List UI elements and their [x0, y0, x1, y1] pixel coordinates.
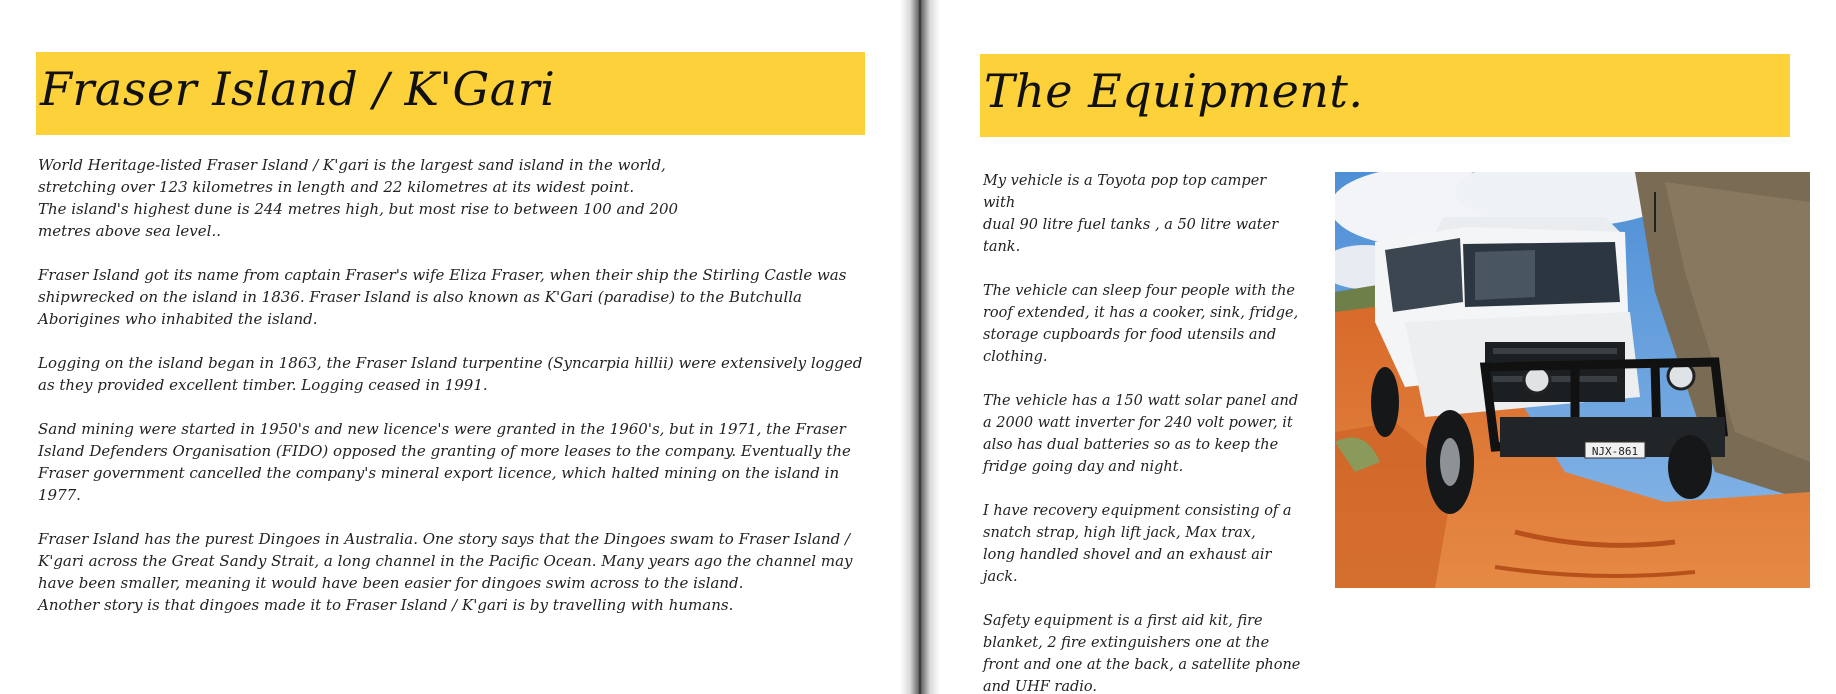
- paragraph-heritage: World Heritage-listed Fraser Island / K'gari is the largest sand island in the world, stretching over 123 kilometres in length and 22 kilometres at its widest point. The island's highest dune is 244 metres high, but most rise to between 100 and 200 metres above sea level..: [38, 156, 679, 240]
- paragraph-logging: Logging on the island began in 1863, the Fraser Island turpentine (Syncarpia hillii) were extensively logged as they provided excellent timber. Logging ceased in 1991.: [38, 354, 863, 394]
- vehicle-photo: [1335, 172, 1810, 588]
- paragraph-safety: Safety equipment is a first aid kit, fire blanket, 2 fire extinguishers one at the front and one at the back, a satellite phone and UHF radio.: [983, 613, 1301, 694]
- paragraph-dingoes: Fraser Island has the purest Dingoes in Australia. One story says that the Dingoes swam to Fraser Island / K'gari across the Great Sandy Strait, a long channel in the Pacific Ocean. Many years ago the channel may have been smaller, meaning it would have been easier for dingoes swim across to the island. Another story is that dingoes made it to Fraser Island / K'gari is by travelling with humans.: [38, 530, 853, 614]
- right-page-title: The Equipment.: [984, 64, 1364, 118]
- right-title-banner: [980, 54, 1790, 137]
- paragraph-name-origin: Fraser Island got its name from captain Fraser's wife Eliza Fraser, when their ship the Stirling Castle was shipwrecked on the island in 1836. Fraser Island is also known as K'Gari (paradise) to the Butchulla Aborigines who inhabited the island.: [38, 266, 847, 328]
- right-page: [940, 0, 1836, 694]
- paragraph-recovery: I have recovery equipment consisting of a snatch strap, high lift jack, Max trax, long handled shovel and an exhaust air jack.: [983, 503, 1292, 585]
- paragraph-sleeping: The vehicle can sleep four people with the roof extended, it has a cooker, sink, fridge, storage cupboards for food utensils and clothing.: [983, 283, 1299, 365]
- vehicle-photo-illustration: [1335, 172, 1810, 588]
- number-plate: NJX-861: [1591, 445, 1639, 458]
- paragraph-vehicle: My vehicle is a Toyota pop top camper with dual 90 litre fuel tanks , a 50 litre water tank.: [983, 173, 1279, 255]
- paragraph-sand-mining: Sand mining were started in 1950's and new licence's were granted in the 1960's, but in 1971, the Fraser Island Defenders Organisation (FIDO) opposed the granting of more leases to the company. Eventually the Fraser government cancelled the company's mineral export licence, which halted mining on the island in 1977.: [38, 420, 851, 504]
- left-title-banner: [36, 52, 865, 135]
- paragraph-power: The vehicle has a 150 watt solar panel and a 2000 watt inverter for 240 volt power, it also has dual batteries so as to keep the fridge going day and night.: [983, 393, 1299, 475]
- left-page-body: [38, 154, 878, 638]
- left-page-title: Fraser Island / K'Gari: [40, 62, 556, 116]
- left-page: [0, 0, 900, 694]
- right-page-body: [983, 170, 1301, 694]
- book-gutter: [900, 0, 940, 694]
